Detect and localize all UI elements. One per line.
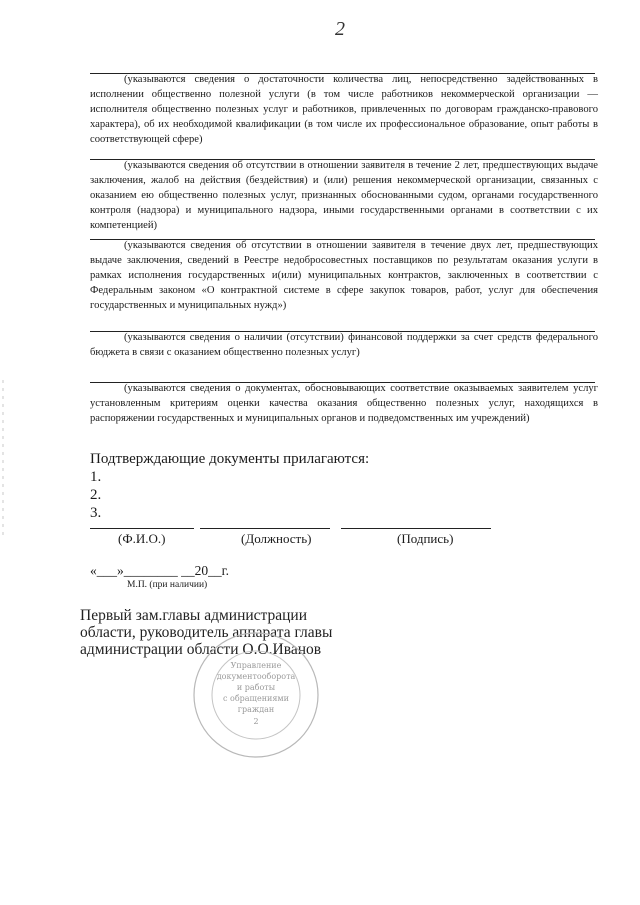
stamp-line: 2 — [253, 717, 259, 726]
position-label: (Должность) — [241, 531, 312, 546]
position-line — [200, 528, 330, 529]
note-no-complaints: (указываются сведения об отсутствии в отношении заявителя в течение 2 лет, предшествующих выдаче заключения, жалоб на действия (бездействия) и (или) решения некоммерческой организации, связанных с оказанием ею общественно полезных услуг, признанных обоснованными судом, органами государственного контроля (надзора) и муниципального надзора, иными государственными органами в соответствии с их компетенцией) — [90, 160, 598, 231]
attachment-item: 3. — [90, 505, 102, 521]
signer-line: области, руководитель аппарата главы — [80, 624, 333, 641]
stamp-line: граждан — [237, 705, 275, 714]
stamp-line: документооборота — [216, 672, 296, 681]
stamp-line: Управление — [230, 661, 282, 670]
signer-line: администрации области О.О.Иванов — [80, 641, 322, 658]
stamp-line: с обращениями — [223, 694, 289, 703]
round-stamp — [186, 630, 326, 760]
name-line — [90, 528, 194, 529]
stamp-line: и работы — [236, 683, 276, 692]
date-line: «___»________ __20__г. — [90, 563, 230, 578]
note-quality-criteria-documents: (указываются сведения о документах, обосновывающих соответствие оказываемых заявителем услуг установленным критериям оценки качества оказания общественно полезных услуг, находящихся в распоряжении государственных и муниципальных органов и подведомственных им учреждений) — [90, 383, 598, 424]
signature-line — [341, 528, 491, 529]
attachments-heading: Подтверждающие документы прилагаются: — [90, 451, 370, 467]
page-number: 2 — [335, 18, 345, 40]
attachment-item: 2. — [90, 487, 102, 503]
note-sufficiency-of-staff: (указываются сведения о достаточности количества лиц, непосредственно задействованных в исполнении общественно полезной услуги (в том числе работников некоммерческой организации — исполнителя общественно полезных услуг и работников, привлеченных по договорам гражданско-правового характера), об их необходимой квалификации (в том числе их профессиональное образование, опыт работы в соответствующей сфере) — [90, 74, 598, 145]
signer-line: Первый зам.главы администрации — [80, 607, 308, 624]
note-federal-financial-support: (указываются сведения о наличии (отсутствии) финансовой поддержки за счет средств федерального бюджета в связи с оказанием общественно полезных услуг) — [90, 332, 598, 358]
signature-label: (Подпись) — [397, 531, 454, 546]
note-unfair-suppliers-registry: (указываются сведения об отсутствии в отношении заявителя в течение двух лет, предшествующих выдаче заключения, сведений в Реестре недобросовестных поставщиков по результатам оказания услуги в рамках исполнения государственных и(или) муниципальных контрактов, заключенных в соответствии с Федеральным законом «О контрактной системе в сфере закупок товаров, работ, услуг для обеспечения государственных и муниципальных нужд») — [90, 240, 598, 311]
scan-edge-mark — [0, 380, 6, 540]
stamp-place-note: М.П. (при наличии) — [127, 580, 208, 590]
attachment-item: 1. — [90, 469, 102, 485]
name-label: (Ф.И.О.) — [118, 531, 166, 546]
